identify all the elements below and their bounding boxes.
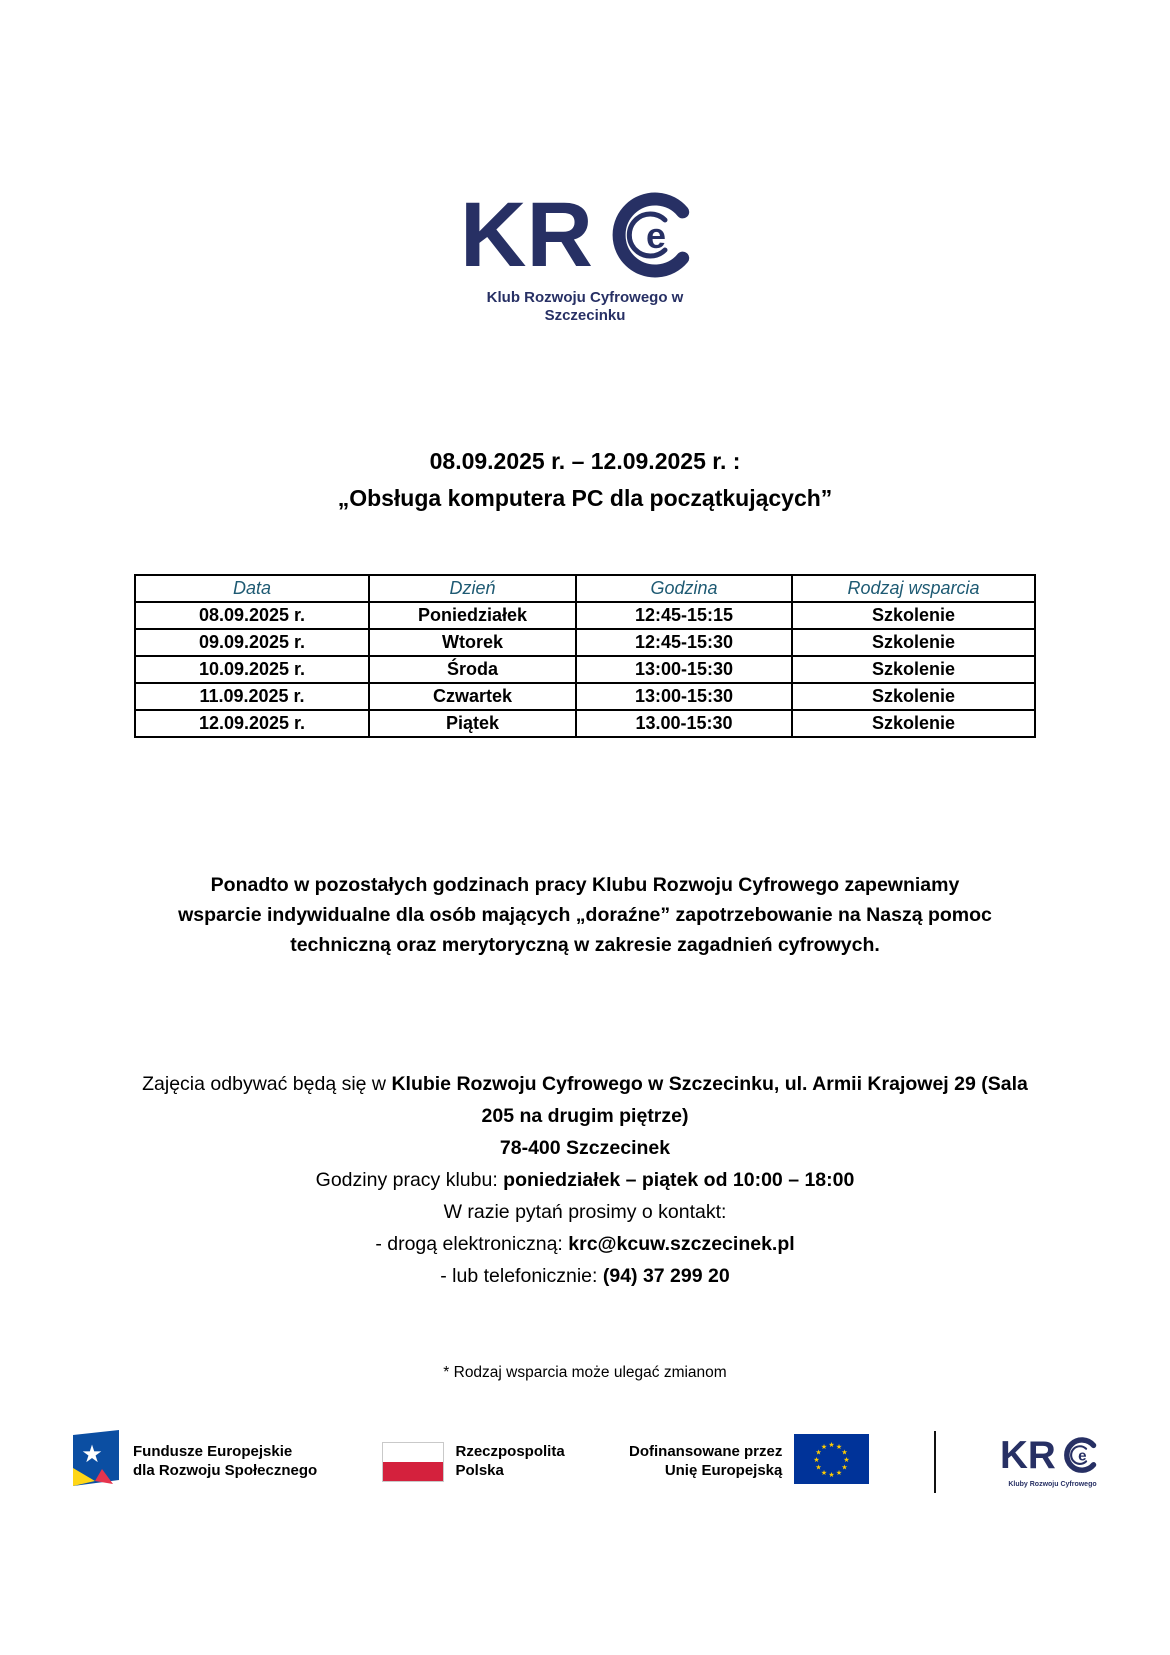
poland-logo-block <box>382 1442 565 1482</box>
header-logo-block <box>0 190 1170 325</box>
table-row <box>135 683 1035 710</box>
krc-footer-logo-icon <box>1000 1436 1105 1480</box>
cell-type: Szkolenie <box>792 656 1035 683</box>
individual-support-paragraph: Ponadto w pozostałych godzinach pracy Klubu Rozwoju Cyfrowego zapewniamy wsparcie indywidualne dla osób mających „doraźne” zapotrzebowanie na Naszą pomoc techniczną oraz merytoryczną w zakresie zagadnień cyfrowych. <box>178 874 992 956</box>
table-header-row <box>135 575 1035 602</box>
cell-day: Czwartek <box>369 683 576 710</box>
postal-code: 78-400 Szczecinek <box>499 1137 671 1159</box>
hours-value: poniedziałek – piątek od 10:00 – 18:00 <box>503 1169 855 1191</box>
eu-flag-icon <box>794 1434 869 1489</box>
table-row <box>135 710 1035 737</box>
cell-day: Piątek <box>369 710 576 737</box>
cell-type: Szkolenie <box>792 710 1035 737</box>
email-line <box>135 1228 1035 1260</box>
svg-text:★: ★ <box>815 1464 822 1472</box>
svg-text:e: e <box>1078 1447 1087 1465</box>
cell-time: 13:00-15:30 <box>576 656 792 683</box>
footer-logos <box>65 1428 1105 1495</box>
eu-cofunded-label: Dofinansowane przez Unię Europejską <box>629 1442 783 1479</box>
table-row <box>135 602 1035 629</box>
phone-value: (94) 37 299 20 <box>602 1265 730 1287</box>
phone-line <box>135 1260 1035 1292</box>
title-course-name: „Obsługa komputera PC dla początkujących” <box>337 485 833 511</box>
cell-day: Wtorek <box>369 629 576 656</box>
svg-text:★: ★ <box>836 1444 843 1451</box>
cell-date: 08.09.2025 r. <box>135 602 369 629</box>
cell-day: Środa <box>369 656 576 683</box>
footer-divider <box>934 1431 936 1493</box>
krc-footer-caption: Kluby Rozwoju Cyfrowego <box>1008 1480 1097 1488</box>
venue-line <box>135 1068 1035 1132</box>
poland-label: Rzeczpospolita Polska <box>455 1442 565 1479</box>
svg-text:★: ★ <box>828 1442 835 1449</box>
contact-intro: W razie pytań prosimy o kontakt: <box>443 1201 727 1223</box>
svg-text:★: ★ <box>836 1470 843 1477</box>
schedule-table <box>134 574 1036 738</box>
logo-subtitle-line1: Klub Rozwoju Cyfrowego w <box>486 289 684 306</box>
cell-time: 12:45-15:30 <box>576 629 792 656</box>
svg-text:★: ★ <box>828 1472 835 1479</box>
schedule-table-wrap <box>134 574 1036 738</box>
cell-time: 13.00-15:30 <box>576 710 792 737</box>
email-value: krc@kcuw.szczecinek.pl <box>568 1233 795 1255</box>
eu-funds-logo-block <box>65 1428 317 1495</box>
eu-funds-label: Fundusze Europejskie dla Rozwoju Społecznego <box>133 1442 318 1479</box>
email-label: - drogą elektroniczną: <box>375 1233 569 1255</box>
opening-hours-line <box>135 1164 1035 1196</box>
poland-flag-icon <box>382 1442 444 1482</box>
location-contact-block <box>135 1068 1035 1292</box>
eu-cofunded-block <box>629 1434 869 1489</box>
krc-footer-logo-block <box>1000 1436 1105 1488</box>
cell-time: 12:45-15:15 <box>576 602 792 629</box>
title-dates: 08.09.2025 r. – 12.09.2025 r. : <box>429 448 741 474</box>
svg-text:e: e <box>646 215 667 256</box>
table-row <box>135 656 1035 683</box>
svg-text:★: ★ <box>841 1449 848 1457</box>
cell-date: 10.09.2025 r. <box>135 656 369 683</box>
svg-text:★: ★ <box>815 1449 822 1457</box>
krc-logo-icon <box>460 190 710 287</box>
col-header-dzien: Dzień <box>369 575 576 602</box>
logo-subtitle-line2: Szczecinku <box>544 307 626 324</box>
svg-text:★: ★ <box>81 1441 103 1468</box>
svg-text:★: ★ <box>841 1464 848 1472</box>
svg-text:★: ★ <box>843 1457 850 1464</box>
cell-type: Szkolenie <box>792 629 1035 656</box>
cell-time: 13:00-15:30 <box>576 683 792 710</box>
hours-label: Godziny pracy klubu: <box>315 1169 504 1191</box>
cell-day: Poniedziałek <box>369 602 576 629</box>
cell-date: 12.09.2025 r. <box>135 710 369 737</box>
svg-text:KR: KR <box>460 190 593 282</box>
cell-type: Szkolenie <box>792 683 1035 710</box>
cell-date: 09.09.2025 r. <box>135 629 369 656</box>
cell-type: Szkolenie <box>792 602 1035 629</box>
table-row <box>135 629 1035 656</box>
venue-intro: Zajęcia odbywać będą się w <box>142 1073 392 1095</box>
svg-text:KR: KR <box>999 1435 1056 1475</box>
phone-label: - lub telefonicznie: <box>440 1265 603 1287</box>
svg-text:★: ★ <box>821 1470 828 1477</box>
cell-date: 11.09.2025 r. <box>135 683 369 710</box>
footnote: * Rodzaj wsparcia może ulegać zmianom <box>443 1364 727 1381</box>
col-header-data: Data <box>135 575 369 602</box>
eu-funds-flag-icon <box>65 1428 121 1495</box>
venue-address: Klubie Rozwoju Cyfrowego w Szczecinku, ul. Armii Krajowej 29 (Sala 205 na drugim piętrze) <box>391 1073 1028 1127</box>
col-header-godzina: Godzina <box>576 575 792 602</box>
svg-text:★: ★ <box>813 1457 820 1464</box>
title-block <box>0 443 1170 517</box>
svg-text:★: ★ <box>821 1444 828 1451</box>
col-header-rodzaj: Rodzaj wsparcia <box>792 575 1035 602</box>
